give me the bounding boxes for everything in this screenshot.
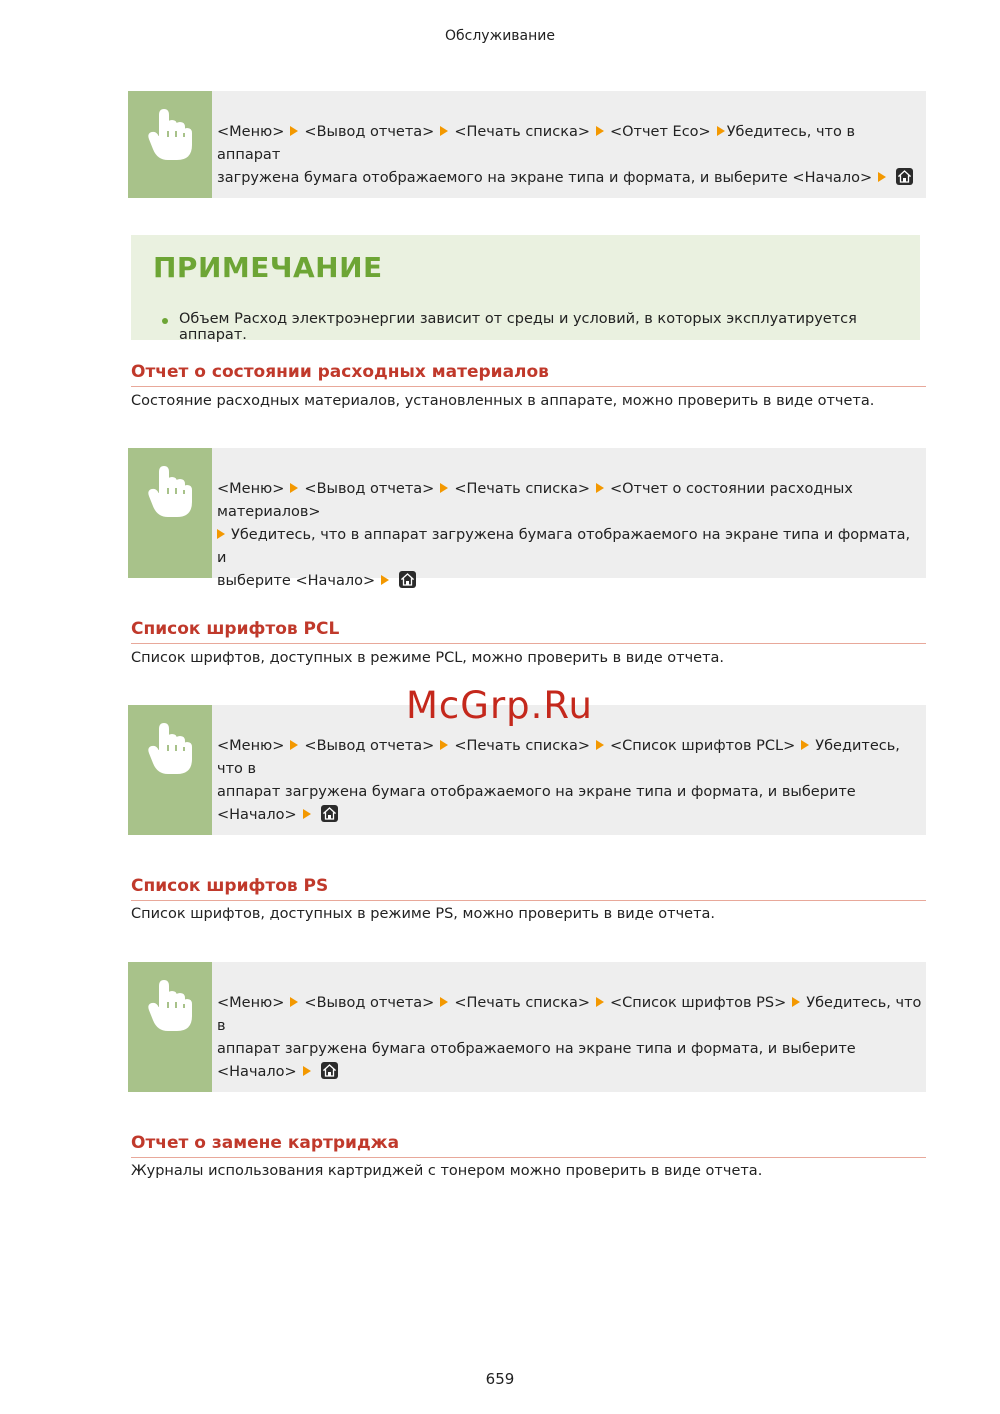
section-description: Список шрифтов, доступных в режиме PCL, можно проверить в виде отчета.: [131, 650, 725, 666]
instruction-text: Убедитесь, что в аппарат загружена бумага отображаемого на экране типа и формата, и: [217, 527, 911, 566]
hand-panel: [128, 91, 212, 198]
instruction-text: выберите <Начало>: [217, 573, 376, 589]
output-key: <Вывод отчета>: [304, 995, 435, 1011]
running-header: Обслуживание: [445, 28, 555, 44]
step-arrow-icon: [290, 483, 298, 493]
step-arrow-icon: [717, 126, 725, 136]
menu-key: <Меню>: [217, 995, 285, 1011]
section-title-ps-fonts: Список шрифтов PS: [131, 876, 329, 896]
instruction-text: Убедитесь, что в: [217, 995, 922, 1034]
menu-key: <Меню>: [217, 738, 285, 754]
step-text: [217, 735, 922, 827]
print-list-key: <Печать списка>: [454, 738, 590, 754]
hand-tap-icon: [146, 978, 194, 1034]
step-arrow-icon: [440, 740, 448, 750]
watermark: McGrp.Ru: [406, 684, 593, 727]
home-key-icon: [321, 1062, 338, 1079]
instruction-text: аппарат загружена бумага отображаемого на экране типа и формата, и выберите: [217, 784, 856, 800]
section-title-consumables: Отчет о состоянии расходных материалов: [131, 362, 549, 382]
step-arrow-icon: [596, 483, 604, 493]
section-description: Состояние расходных материалов, установленных в аппарате, можно проверить в виде отчета.: [131, 393, 875, 409]
home-key-icon: [321, 805, 338, 822]
page-number: 659: [485, 1370, 515, 1388]
home-key-icon: [399, 571, 416, 588]
section-divider: [131, 643, 926, 644]
section-title-cartridge: Отчет о замене картриджа: [131, 1133, 400, 1153]
hand-panel: [128, 705, 212, 835]
step-arrow-icon: [596, 740, 604, 750]
output-key: <Вывод отчета>: [304, 124, 435, 140]
note-title: ПРИМЕЧАНИЕ: [153, 251, 383, 284]
hand-panel: [128, 448, 212, 578]
step-arrow-icon: [303, 809, 311, 819]
section-divider: [131, 900, 926, 901]
hand-panel: [128, 962, 212, 1092]
print-list-key: <Печать списка>: [454, 124, 590, 140]
step-arrow-icon: [303, 1066, 311, 1076]
step-text: [217, 121, 922, 190]
report-key: <Список шрифтов PCL>: [609, 738, 796, 754]
instruction-text: загружена бумага отображаемого на экране типа и формата, и выберите <Начало>: [217, 170, 873, 186]
step-arrow-icon: [290, 126, 298, 136]
hand-tap-icon: [146, 107, 194, 163]
instruction-text: <Начало>: [217, 1064, 297, 1080]
step-text: [217, 478, 922, 593]
instruction-text: аппарат загружена бумага отображаемого на экране типа и формата, и выберите: [217, 1041, 856, 1057]
section-description: Список шрифтов, доступных в режиме PS, можно проверить в виде отчета.: [131, 906, 716, 922]
consumables-report-steps: [128, 448, 926, 589]
hand-tap-icon: [146, 721, 194, 777]
step-arrow-icon: [217, 529, 225, 539]
step-arrow-icon: [878, 172, 886, 182]
step-arrow-icon: [381, 575, 389, 585]
section-divider: [131, 1157, 926, 1158]
step-arrow-icon: [596, 126, 604, 136]
output-key: <Вывод отчета>: [304, 738, 435, 754]
menu-key: <Меню>: [217, 481, 285, 497]
report-key: <Отчет Eco>: [609, 124, 711, 140]
step-arrow-icon: [596, 997, 604, 1007]
menu-key: <Меню>: [217, 124, 285, 140]
step-arrow-icon: [440, 997, 448, 1007]
step-arrow-icon: [290, 997, 298, 1007]
print-list-key: <Печать списка>: [454, 995, 590, 1011]
note-box: [131, 235, 920, 343]
ps-fonts-steps: [128, 962, 926, 1092]
step-arrow-icon: [801, 740, 809, 750]
section-divider: [131, 386, 926, 387]
step-arrow-icon: [792, 997, 800, 1007]
step-arrow-icon: [290, 740, 298, 750]
section-title-pcl-fonts: Список шрифтов PCL: [131, 619, 340, 639]
instruction-text: <Начало>: [217, 807, 297, 823]
eco-report-steps: [128, 91, 926, 198]
note-item: Объем Расход электроэнергии зависит от среды и условий, в которых эксплуатируется аппарат.: [179, 311, 857, 343]
bullet-icon: [162, 318, 168, 324]
instruction-text: Убедитесь, что в: [217, 738, 900, 777]
step-arrow-icon: [440, 126, 448, 136]
home-key-icon: [896, 168, 913, 185]
section-description: Журналы использования картриджей с тонером можно проверить в виде отчета.: [131, 1163, 763, 1179]
hand-tap-icon: [146, 464, 194, 520]
report-key: <Отчет о состоянии расходных материалов>: [217, 481, 853, 520]
output-key: <Вывод отчета>: [304, 481, 435, 497]
step-text: [217, 992, 922, 1084]
report-key: <Список шрифтов PS>: [609, 995, 787, 1011]
step-arrow-icon: [440, 483, 448, 493]
instruction-text: Убедитесь, что в аппарат: [217, 124, 855, 163]
print-list-key: <Печать списка>: [454, 481, 590, 497]
